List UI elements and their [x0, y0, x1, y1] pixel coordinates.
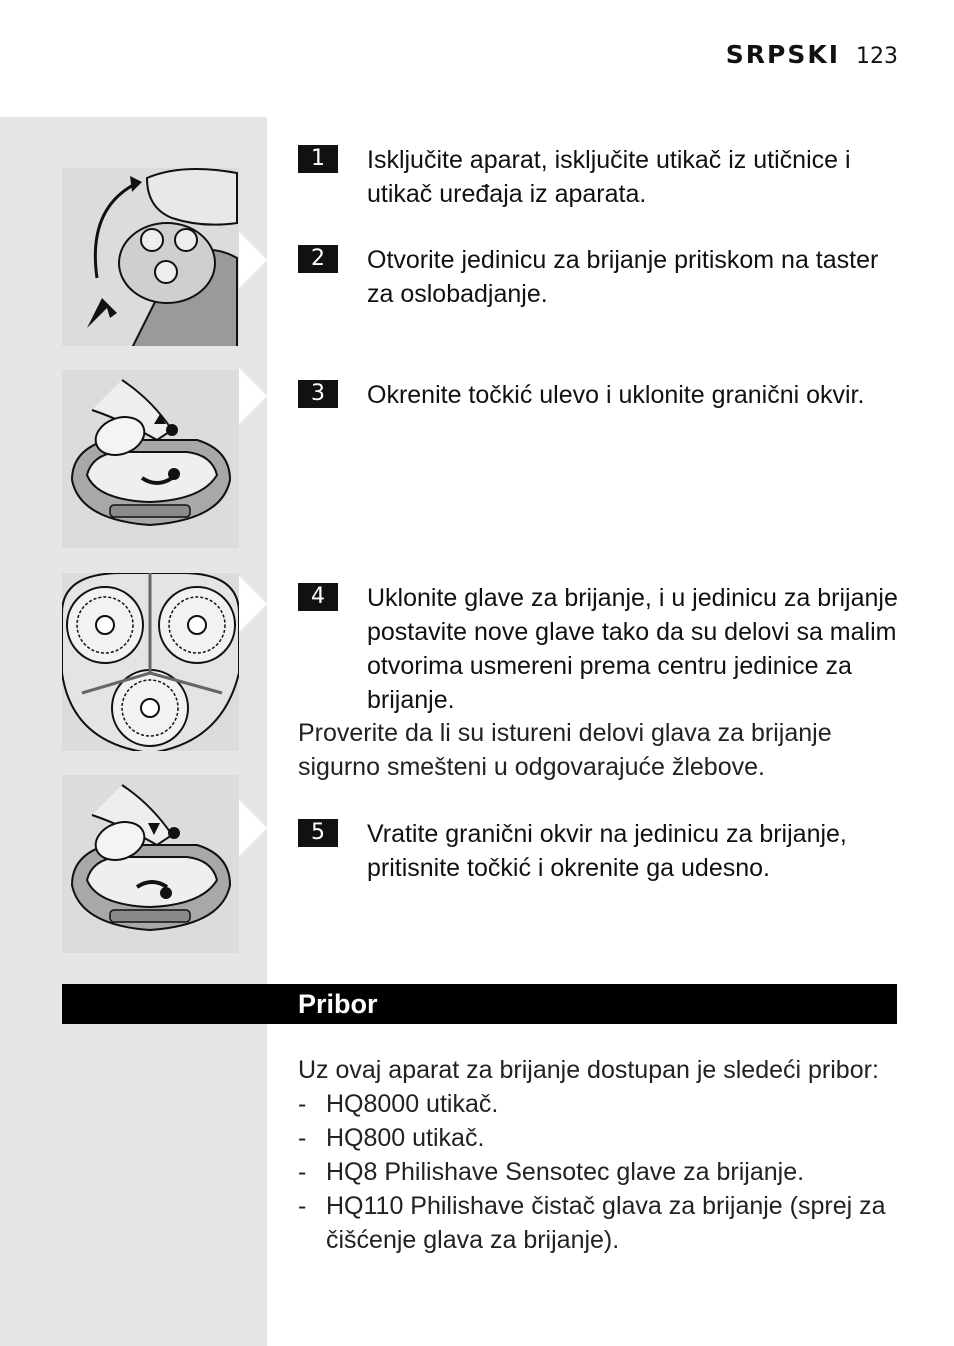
list-item-text: HQ110 Philishave čistač glava za brijanje (sprej za čišćenje glava za brijanje).: [326, 1192, 886, 1254]
list-item: [298, 1189, 898, 1257]
step-text: Otvorite jedinicu za brijanje pritiskom na taster za oslobadjanje.: [367, 246, 879, 308]
list-dash: -: [298, 1158, 307, 1186]
step-number: 4: [298, 583, 338, 611]
step-number: 3: [298, 380, 338, 408]
illustration-pointer: [239, 576, 267, 632]
step-2: [298, 243, 898, 311]
step-text: Vratite granični okvir na jedinicu za brijanje, pritisnite točkić i okrenite ga udesno.: [367, 820, 847, 882]
step-number: 1: [298, 145, 338, 173]
list-item: [298, 1155, 898, 1189]
step-text: Uklonite glave za brijanje, i u jedinicu za brijanje postavite nove glave tako da su delovi sa malim otvorima usmereni prema centru jedinice za brijanje.: [367, 584, 898, 714]
list-item: [298, 1087, 898, 1121]
step-text: Okrenite točkić ulevo i uklonite granični okvir.: [367, 381, 865, 409]
step-number: 5: [298, 819, 338, 847]
header-language: SRPSKI: [725, 40, 840, 69]
step-number: 2: [298, 245, 338, 273]
list-item-text: HQ8000 utikač.: [326, 1090, 499, 1118]
illustration-pointer: [239, 368, 267, 424]
illustration-pointer: [239, 800, 267, 856]
accessories-intro: Uz ovaj aparat za brijanje dostupan je sledeći pribor:: [298, 1056, 879, 1084]
list-dash: -: [298, 1090, 307, 1118]
section-header: [62, 984, 897, 1024]
list-item: [298, 1121, 898, 1155]
replace-retaining-frame-icon: [62, 775, 239, 953]
list-item-text: HQ8 Philishave Sensotec glave za brijanje.: [326, 1158, 805, 1186]
step-1: [298, 143, 898, 211]
list-dash: -: [298, 1192, 307, 1220]
note-text: Proverite da li su istureni delovi glava za brijanje sigurno smešteni u odgovarajuće žlebove.: [298, 719, 832, 781]
step-5: [298, 817, 898, 885]
page-number: 123: [856, 44, 898, 69]
shaver-open-icon: [62, 168, 239, 346]
list-item-text: HQ800 utikač.: [326, 1124, 485, 1152]
illustration-pointer: [239, 232, 267, 288]
list-dash: -: [298, 1124, 307, 1152]
accessories-list: [298, 1053, 898, 1257]
remove-retaining-frame-icon: [62, 370, 239, 548]
step-3: [298, 378, 898, 412]
section-title: Pribor: [298, 989, 378, 1019]
step-text: Isključite aparat, isključite utikač iz utičnice i utikač uređaja iz aparata.: [367, 146, 851, 208]
step-4: [298, 581, 898, 717]
shaving-heads-icon: [62, 573, 239, 751]
